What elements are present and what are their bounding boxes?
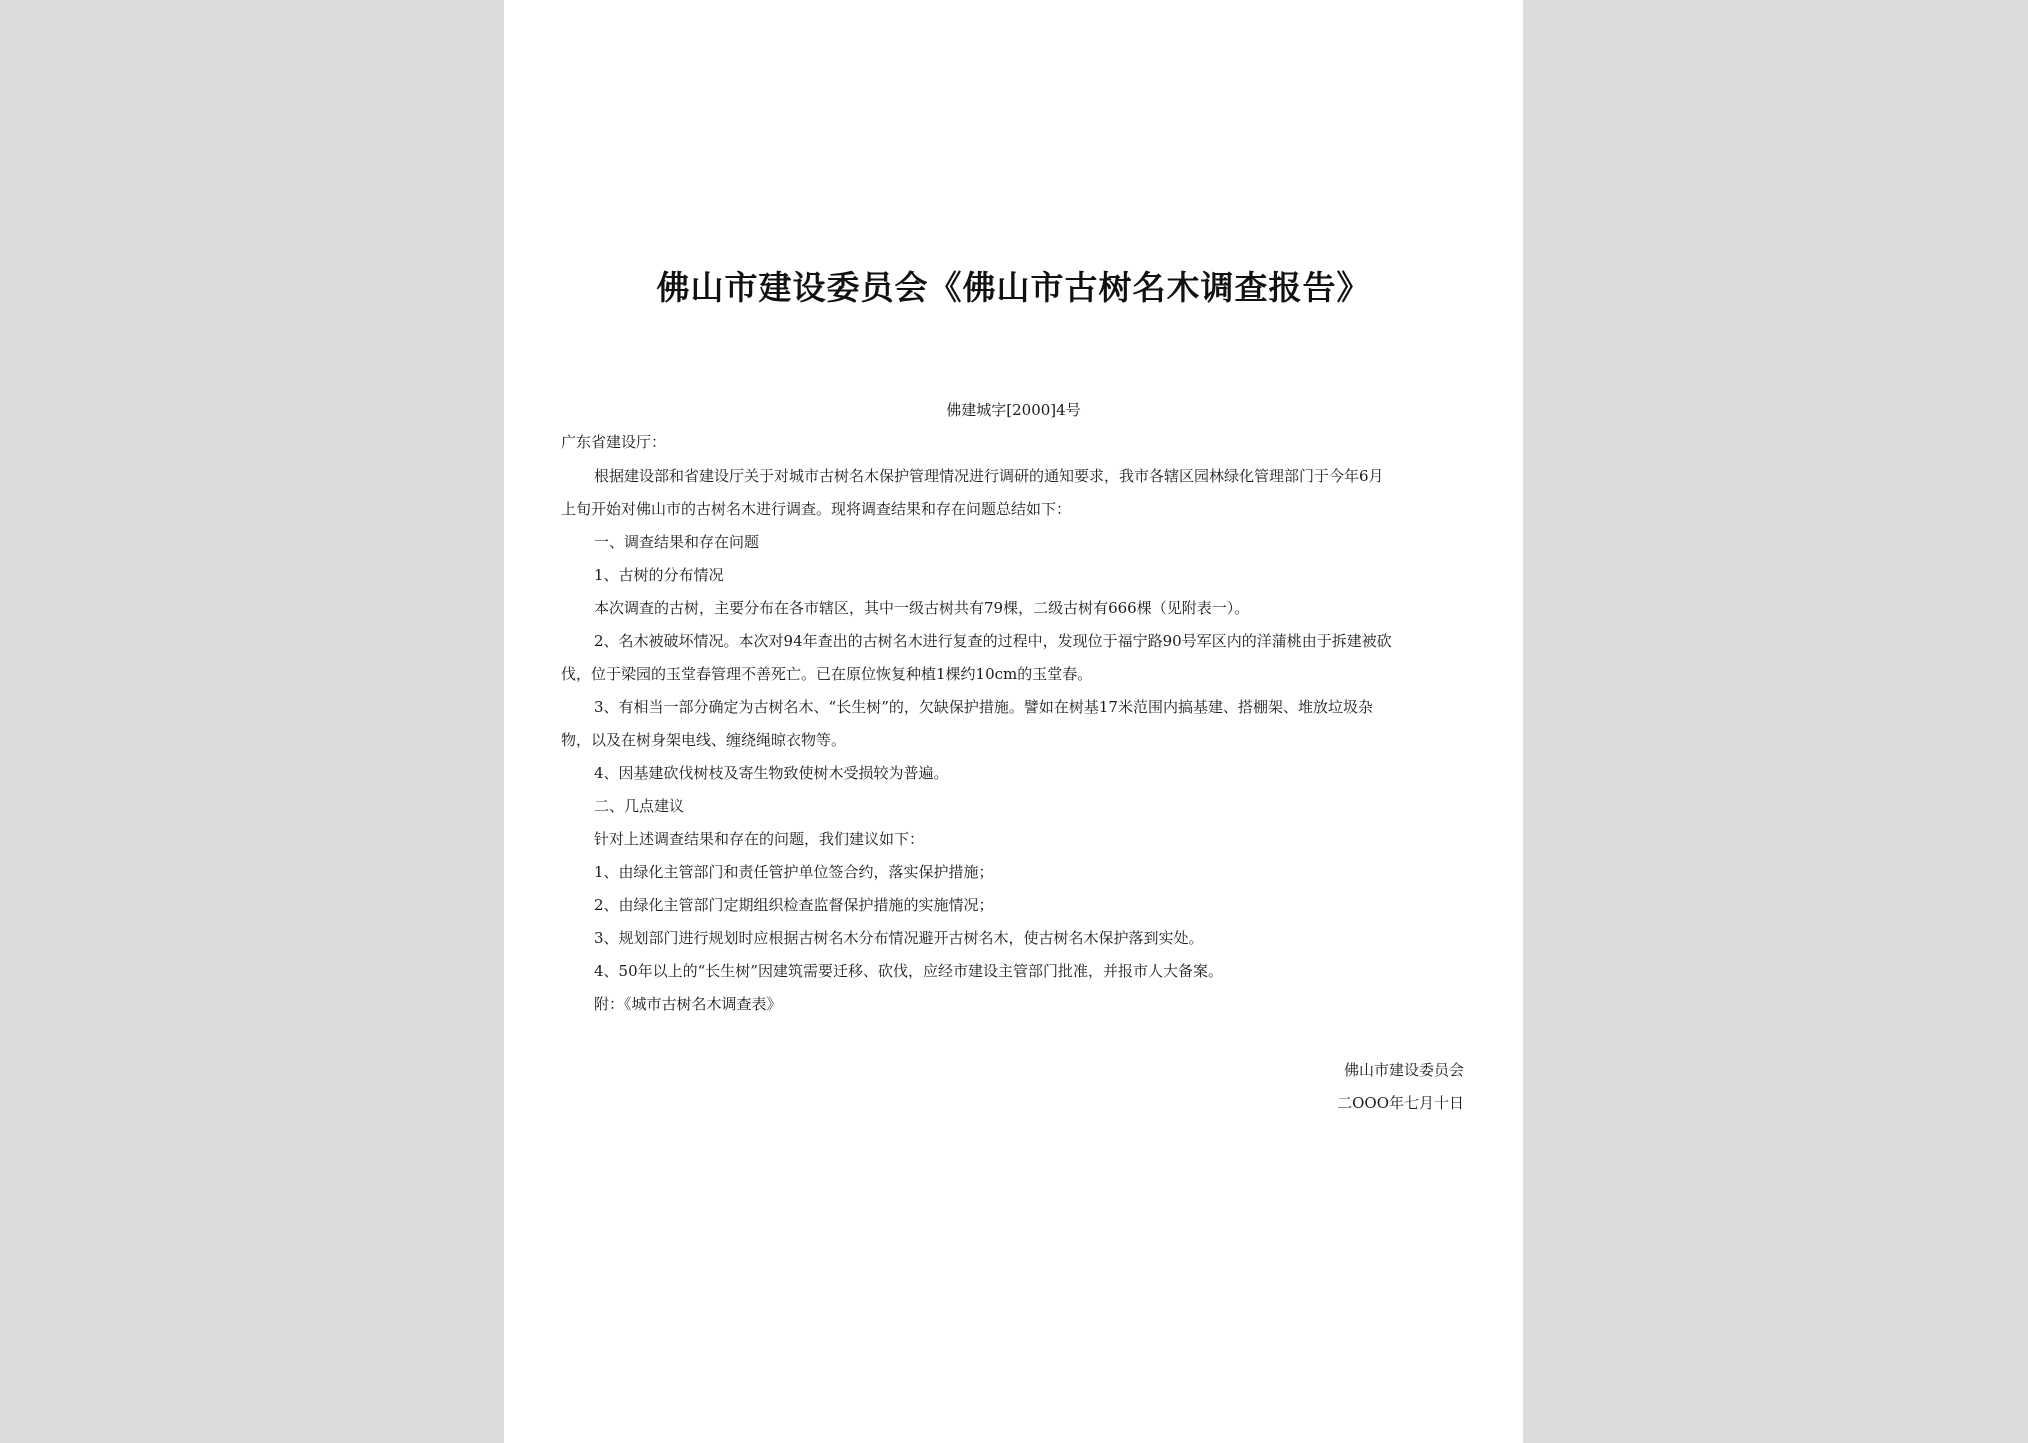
document-page (504, 0, 1523, 1443)
body-line: 3、规划部门进行规划时应根据古树名木分布情况避开古树名木，使古树名木保护落到实处。 (594, 929, 1204, 947)
section-heading: 一、调查结果和存在问题 (594, 533, 760, 551)
section-heading: 二、几点建议 (594, 797, 685, 815)
attachment-note: 附：《城市古树名木调查表》 (594, 995, 782, 1013)
body-line: 1、由绿化主管部门和责任管护单位签合约，落实保护措施； (594, 863, 994, 881)
body-line: 物，以及在树身架电线、缠绕绳晾衣物等。 (561, 731, 847, 749)
body-line: 2、由绿化主管部门定期组织检查监督保护措施的实施情况； (594, 896, 994, 914)
body-line: 1、古树的分布情况 (594, 566, 724, 584)
body-line: 上旬开始对佛山市的古树名木进行调查。现将调查结果和存在问题总结如下： (561, 500, 1072, 518)
document-title: 佛山市建设委员会《佛山市古树名木调查报告》 (656, 268, 1371, 307)
body-line: 3、有相当一部分确定为古树名木、“长生树”的，欠缺保护措施。譬如在树基17米范围内搞基建、搭棚架、堆放垃圾杂 (594, 698, 1373, 716)
document-number: 佛建城字[2000]4号 (946, 401, 1081, 419)
signature-organization: 佛山市建设委员会 (1343, 1061, 1464, 1079)
body-line: 伐，位于梁园的玉堂春管理不善死亡。已在原位恢复种植1棵约10cm的玉堂春。 (561, 665, 1093, 683)
body-line: 2、名木被破坏情况。本次对94年查出的古树名木进行复查的过程中，发现位于福宁路90号军区内的洋蒲桃由于拆建被砍 (594, 632, 1392, 650)
body-line: 4、50年以上的“长生树”因建筑需要迁移、砍伐，应经市建设主管部门批准，并报市人大备案。 (594, 962, 1223, 980)
body-line: 根据建设部和省建设厅关于对城市古树名木保护管理情况进行调研的通知要求，我市各辖区园林绿化管理部门于今年6月 (594, 467, 1384, 485)
recipient: 广东省建设厅： (561, 433, 667, 451)
body-line: 本次调查的古树，主要分布在各市辖区，其中一级古树共有79棵，二级古树有666棵（见附表一）。 (594, 599, 1250, 617)
signature-date: 二OOO年七月十日 (1337, 1094, 1464, 1112)
body-line: 针对上述调查结果和存在的问题，我们建议如下： (594, 830, 925, 848)
body-line: 4、因基建砍伐树枝及寄生物致使树木受损较为普遍。 (594, 764, 949, 782)
